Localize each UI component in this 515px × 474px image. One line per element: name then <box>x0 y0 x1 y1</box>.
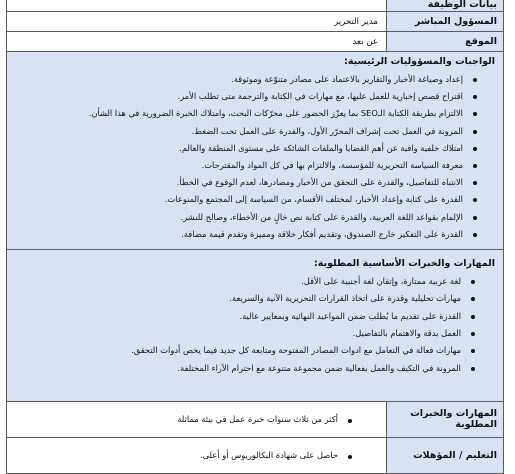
skills-row <box>7 250 504 402</box>
experience-list <box>15 414 378 424</box>
list-item: معرفة السياسة التحريرية للمؤسسة، والالتزام بها في كل المواد والمقترحات. <box>15 157 479 174</box>
location-label: الموقع <box>387 32 504 52</box>
list-item: أكثر من ثلاث سنوات خبرة عمل في بيئة مماثلة <box>15 414 352 424</box>
section-spacer <box>15 377 495 395</box>
manager-row <box>7 12 504 32</box>
duties-row <box>7 52 504 250</box>
education-label: التعليم / المؤهلات <box>387 437 504 473</box>
job-description-document <box>6 0 504 474</box>
list-item: القدرة على تقديم ما يُطلب ضمن المواعيد النهائية وبمعايير عالية. <box>15 308 477 325</box>
duties-list <box>15 71 495 243</box>
list-item: المرونة في العمل تحت إشراف المحرّر الأول، والقدرة على العمل تحت الضغط. <box>15 123 479 140</box>
list-item: مهارات فعالة في التعامل مع ادوات المصادر المفتوحة ومتابعة كل جديد فيما يخص أدوات التحقق. <box>15 342 477 359</box>
location-row <box>7 32 504 52</box>
list-item: حاصل على شهادة البكالوريوس أو أعلى. <box>15 450 352 460</box>
duties-section <box>7 52 504 250</box>
location-value: عن بعد <box>7 32 387 52</box>
education-list <box>15 450 378 460</box>
list-item: الإلمام بقواعد اللغة العربية، والقدرة على كتابة نص خالٍ من الأخطاء، وصالح للنشر. <box>15 209 479 226</box>
education-value-cell <box>7 437 387 473</box>
list-item: إعداد وصياغة الأخبار والتقارير بالاعتماد على مصادر متنوّعة وموثوقة. <box>15 71 479 88</box>
experience-row <box>7 401 504 437</box>
skills-title: المهارات والخبرات الأساسية المطلوبة: <box>313 258 495 270</box>
list-item: لغة عربية ممتازة، وإتقان لغة أجنبية على الأقل. <box>15 273 477 290</box>
list-item: العمل بدقة والاهتمام بالتفاصيل. <box>15 325 477 342</box>
list-item: الالتزام بطريقة الكتابة الـSEO بما يعزّز الحضور على محرّكات البحث، وامتلاك الخبرة الضرورية في هذا الشأن. <box>15 105 479 122</box>
education-row <box>7 437 504 473</box>
manager-label: المسؤول المباشر <box>387 12 504 32</box>
manager-value: مدير التحرير <box>7 12 387 32</box>
job-info-table <box>6 0 504 474</box>
list-item: القدرة على التفكير خارج الصندوق، وتقديم أفكار خلاقة ومميزة وتقدم قيمة مضافة. <box>15 226 479 243</box>
list-item: القدرة على كتابة وإعداد الأخبار، لمختلف الأقسام، من السياسة إلى المجتمع والمنوعات. <box>15 191 479 208</box>
top-row-value <box>7 0 387 12</box>
list-item: اقتراح قصص إخبارية للعمل عليها، مع مهارات في الكتابة والترجمة متى تطلب الأمر. <box>15 88 479 105</box>
duties-title: الواجبات والمسؤوليات الرئيسية: <box>344 56 495 67</box>
skills-section <box>7 250 504 402</box>
top-row <box>7 0 504 12</box>
list-item: الانتباه للتفاصيل، والقدرة على التحقق من الأخبار ومصادرها، لعدم الوقوع في الخطأ. <box>15 174 479 191</box>
experience-label: المهارات والخبرات المطلوبة <box>387 401 504 437</box>
top-row-label: بيانات الوظيفة <box>387 0 504 12</box>
list-item: امتلاك خلفية وافية عن أهم القضايا والملفات الشائكة على مستوى المنطقة والعالم. <box>15 140 479 157</box>
list-item: مهارات تحليلية وقدرة على اتخاذ القرارات التحريرية الآنية والسريعة. <box>15 290 477 307</box>
list-item: المرونة في التكيف والعمل بفعالية ضمن مجموعة متنوعة مع احترام الآراء المختلفة. <box>15 360 477 377</box>
skills-list <box>15 273 495 377</box>
experience-value-cell <box>7 401 387 437</box>
